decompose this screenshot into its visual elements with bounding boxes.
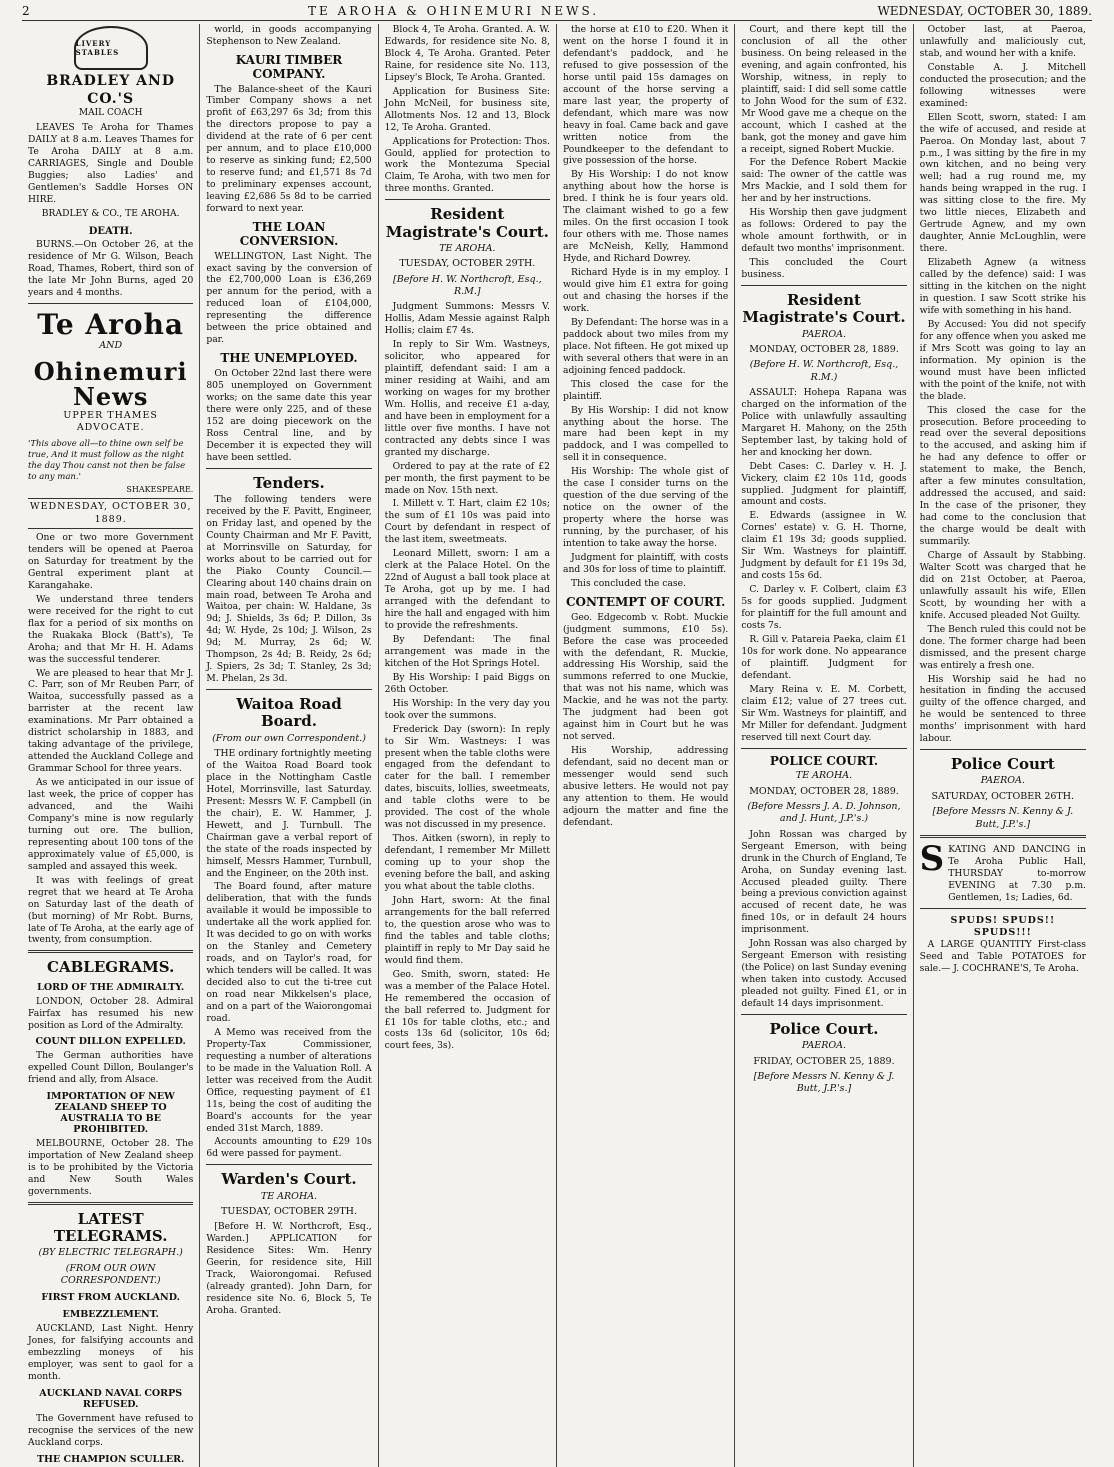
article-text: Mary Reina v. E. M. Corbett, claim £12; value of 27 trees cut. Sir Wm. Wastneys for plaintiff, and Mr Miller for defendant. Judgment reserved till next Court day.: [741, 683, 907, 743]
article-text: John Rossan was also charged by Sergeant Emerson with resisting (the Police) on last Sunday evening when taken into custody. Accused pleaded not guilty. Fined £1, or in default 14 days imprisonment.: [741, 938, 907, 1010]
cable-heading: COUNT DILLON EXPELLED.: [35, 1036, 186, 1048]
police3-before: [Before Messrs N. Kenny & J. Butt, J.P.'s.]: [932, 806, 1074, 830]
article-text: His Worship said he had no hesitation in finding the accused guilty of the offence charged, and he would be sentenced to three months' imprisonment with hard labour.: [919, 673, 1086, 745]
section-heading: AUCKLAND NAVAL CORPS REFUSED.: [39, 1387, 183, 1410]
rm2-place: PAEROA.: [801, 328, 847, 340]
police2-before: [Before Messrs N. Kenny & J. Butt, J.P.'s.]: [753, 1070, 895, 1095]
page-number: 2: [22, 4, 30, 18]
motto: 'This above all—to thine own self be true, And it must follow as the night the day Thou canst not then be false to any man.': [28, 438, 186, 482]
ad-name: BRADLEY AND CO.'S: [46, 73, 175, 108]
article-text: Ellen Scott, sworn, stated: I am the wife of accused, and reside at Paeroa. On Monday last, about 7 p.m., I was sitting by the fire in my own kitchen, and no being very well; had a rug round me, my hands being wrapped in the rug. I was sitting close to the fire. My two little nieces, Elizabeth and Gertrude Agnew, and my own daughter, Annie McLoughlin, were there.: [919, 111, 1086, 255]
police-court-heading: POLICE COURT.: [769, 753, 879, 768]
article-text: This concluded the Court business.: [741, 257, 907, 281]
article-text: This closed the case for the prosecution. Before proceeding to read over the several depositions to the accused, and asking him if he had any defence to offer or statement to make, the Bench, after a few minutes consultation, addressed the accused, and said: In the case of the prisoner, they had come to the conclusion that the charge would be dealt with summarily.: [919, 404, 1086, 548]
death-heading: DEATH.: [88, 225, 133, 237]
article-text: A Memo was received from the Property-Tax Commissioner, requesting a number of alterations to be made in the Valuation Roll. A letter was received from the Audit Office, requesting payment of £1 11s, being the cost of auditing the Board's accounts for the year ended 31st March, 1889.: [206, 1026, 372, 1134]
rm-date: TUESDAY, OCTOBER 29TH.: [399, 258, 536, 270]
issue-date: WEDNESDAY, OCTOBER 30, 1889.: [877, 4, 1092, 18]
section-heading: FIRST FROM AUCKLAND.: [41, 1292, 180, 1304]
article-text: This concluded the case.: [570, 577, 686, 589]
telegram-text: The Government have refused to recognise the services of the new Auckland corps.: [28, 1412, 194, 1448]
waitoa-heading: Waitoa Road Board.: [236, 695, 342, 731]
leader-paragraph: We are pleased to hear that Mr J. C. Parr, son of Mr Reuben Parr, of Waitoa, successfully passed as a barrister at the recent law examinations. Mr Parr obtained a district scholarship in 1883, and taking advantage of the privilege, attended the Auckland College and Grammar School for three years.: [28, 667, 194, 775]
article-text: By His Worship: I paid Biggs on 26th October.: [384, 671, 550, 695]
article-text: ASSAULT: Hohepa Rapana was charged on the information of the Police with unlawfully assaulting Margaret H. Mahony, on the 25th September last, by taking hold of her and knocking her down.: [741, 386, 907, 458]
article-text: Court, and there kept till the conclusion of all the other business. On being released in the evening, and again confronted, his Worship, witness, in reply to plaintiff, said: I did sell some cattle to John Wood for the sum of £32. Mr Wood gave me a cheque on the account, which I cashed at the bank, got the money and gave him a receipt, signed Robert Muckie.: [741, 24, 907, 155]
death-notice: BURNS.—On October 26, at the residence of Mr G. Wilson, Beach Road, Thames, Robert, third son of the late Mr John Burns, aged 20 years and 4 months.: [28, 239, 194, 298]
article-text: the horse at £10 to £20. When it went on the horse I found it in defendant's paddock, and he refused to give possession of the horse until paid 15s damages on account of the horse serving a mare last year, the property of defendant, which mare was now heavy in foal. Came back and gave written notice from the Poundkeeper to the defendant to give possession of the horse.: [562, 24, 729, 167]
article-text: The Board found, after mature deliberation, that with the funds available it would be impossible to undertake all the work applied for. It was decided to go on with works on the Stanley and Cemetery roads, and on Taylor's road, for which tenders will be called. It was decided also to cut the ti-tree cut on road near Mikkelsen's place, and on a part of the Waiorongomai road.: [206, 881, 372, 1024]
title-and: AND: [99, 340, 123, 352]
article-text: His Worship then gave judgment as follows: Ordered to pay the whole amount forthwith, or in default two months' imprisonment.: [741, 207, 907, 255]
article-text: By Accused: You did not specify for any offence when you asked me if Mrs Scott was going to lay an information. My opinion is the wound must have been inflicted with the point of the knife, not with the blade.: [919, 318, 1086, 402]
article-text: [Before H. W. Northcroft, Esq., Warden.] APPLICATION for Residence Sites: Wm. Henry Geerin, for residence site, Hill Track, Waiorongomai. Refused (already granted). John Darn, for residence site No. 6, Block 5, Te Aroha. Granted.: [206, 1221, 372, 1316]
column-6: [914, 24, 1092, 1467]
skating-text: KATING AND DANCING in Te Aroha Public Hall, THURSDAY to-morrow EVENING at 7.30 p.m. Gentlemen, 1s; Ladies, 6d.: [948, 843, 1086, 903]
latest-telegrams-heading: LATEST TELEGRAMS.: [53, 1209, 168, 1245]
article-text: His Worship: In the very day you took over the summons.: [384, 697, 550, 721]
article-text: Thos. Aitken (sworn), in reply to defendant, I remember Mr Millett coming up to your shop the evening before the ball, and asking you what about the table cloths.: [384, 833, 550, 893]
ad-sub: MAIL COACH: [78, 108, 143, 119]
article-text: Accounts amounting to £29 10s 6d were passed for payment.: [206, 1136, 372, 1160]
section-heading: EMBEZZLEMENT.: [62, 1309, 159, 1321]
tenders-heading: Tenders.: [253, 473, 325, 492]
article-text: Judgment Summons: Messrs V. Hollis, Adam Messie against Ralph Hollis; claim £7 4s.: [384, 301, 550, 337]
article-text: R. Gill v. Patareia Paeka, claim £1 10s for work done. No appearance of plaintiff. Judgment for defendant.: [741, 633, 907, 681]
article-text: The Balance-sheet of the Kauri Timber Company shows a net profit of £63,297 6s 3d; from this the directors propose to pay a dividend at the rate of 6 per cent per annum, and to place £10,000 to reserve as sinking fund; £2,500 to reserve fund; and £1,571 8s 7d to preliminary expenses account, leaving £2,686 5s 8d to be carried forward to next year.: [206, 83, 372, 215]
column-3: [379, 24, 557, 1467]
leader-paragraph: We understand three tenders were received for the right to cut flax for a period of six months on the Ruakaka Block (Batt's), Te Aroha; and that Mr H. H. Adams was the successful tenderer.: [28, 593, 194, 665]
article-text: world, in goods accompanying Stephenson to New Zealand.: [206, 24, 372, 47]
article-text: Charge of Assault by Stabbing. Walter Scott was charged that he did on 21st October, at Paeroa, unlawfully assault his wife, Ellen Scott, by wounding her with a knife. Accused pleaded Not Guilty.: [919, 549, 1086, 621]
spuds-text: A LARGE QUANTITY First-class Seed and Table POTATOES for sale.— J. COCHRANE'S, Te Aroha.: [919, 939, 1086, 975]
masthead: TE AROHA & OHINEMURI NEWS.: [308, 4, 600, 18]
title-sub: UPPER THAMES ADVOCATE.: [63, 410, 158, 434]
column-2: [200, 24, 378, 1467]
article-text: For the Defence Robert Mackie said: The owner of the cattle was Mrs Mackie, and I sold them for her and by her instructions.: [741, 157, 907, 205]
article-text: By His Worship: I did not know anything about the horse. The mare had been kept in my paddock, and I was compelled to sell it in consequence.: [562, 404, 729, 464]
column-1: [22, 24, 200, 1467]
cable-text: MELBOURNE, October 28. The importation of New Zealand sheep is to be prohibited by the Victoria and New South Wales governments.: [28, 1137, 194, 1197]
cable-heading: LORD OF THE ADMIRALTY.: [37, 981, 185, 993]
article-text: October last, at Paeroa, unlawfully and maliciously cut, stab, and wound her with a knife.: [919, 24, 1086, 59]
article-text: Debt Cases: C. Darley v. H. J. Vickery, claim £2 10s 11d, goods supplied. Judgment for plaintiff, amount and costs.: [741, 460, 907, 508]
article-text: Constable A. J. Mitchell conducted the prosecution; and the following witnesses were examined:: [919, 61, 1086, 109]
spuds-heading: SPUDS! SPUDS!! SPUDS!!!: [950, 914, 1056, 938]
article-text: Elizabeth Agnew (a witness called by the defence) said: I was sitting in the kitchen on the night in question. I saw Scott strike his wife with something in his hand.: [919, 257, 1086, 316]
section-heading: THE CHAMPION SCULLER.: [36, 1453, 185, 1465]
wardens-place: TE AROHA.: [260, 1190, 318, 1202]
leader-dateline: WEDNESDAY, OCTOBER 30, 1889.: [28, 498, 193, 529]
article-text: Geo. Edgecomb v. Robt. Muckie (judgment summons, £10 5s). Before the case was proceeded with the defendant, R. Muckie, addressing His Worship, said the summons referred to one Muckie, that was not his name, which was Mackie, and he was not the party. The judgment had been got against him in Court but he was not served.: [562, 611, 729, 743]
latest-sub: (BY ELECTRIC TELEGRAPH.): [38, 1247, 183, 1259]
police-date: MONDAY, OCTOBER 28, 1889.: [749, 785, 899, 797]
skating-ad: [919, 838, 1086, 904]
rm-court-heading: Resident Magistrate's Court.: [385, 205, 549, 241]
motto-attribution: SHAKESPEARE.: [126, 484, 194, 494]
article-text: John Hart, sworn: At the final arrangements for the ball referred to, the question arose who was to find the tables and table cloths; plaintiff in reply to Mr Day said he would find them.: [384, 894, 550, 966]
column-4: [557, 24, 735, 1467]
article-text: By His Worship: I do not know anything about how the horse is bred. I think he is four years old. The claimant wished to go a few miles. On the first occasion I took four others with me. Those names are McNeish, Kelly, Hammond Hyde, and Richard Dowrey.: [562, 169, 729, 265]
article-text: Applications for Protection: Thos. Gould, applied for protection to work the Montezuma Special Claim, Te Aroha, with two men for three months. Granted.: [384, 135, 550, 195]
cable-text: The German authorities have expelled Count Dillon, Boulanger's friend and ally, from Alsace.: [28, 1050, 194, 1086]
article-text: Ordered to pay at the rate of £2 per month, the first payment to be made on Nov. 15th next.: [384, 460, 550, 496]
leader-paragraph: It was with feelings of great regret that we heard at Te Aroha on Saturday last of the death of (but morning) of Mr Robt. Burns, late of Te Aroha, at the early age of twenty, from consumption.: [28, 874, 194, 946]
waitoa-sub: (From our own Correspondent.): [212, 732, 366, 744]
police2-place: PAEROA.: [801, 1040, 847, 1052]
rm-place: TE AROHA.: [439, 242, 496, 254]
police2-date: FRIDAY, OCTOBER 25, 1889.: [753, 1055, 895, 1067]
rm2-date: MONDAY, OCTOBER 28, 1889.: [749, 343, 899, 355]
rm2-before: (Before H. W. Northcroft, Esq., R.M.): [749, 359, 899, 383]
police-place: TE AROHA.: [795, 770, 853, 782]
article-text: His Worship: The whole gist of the case I consider turns on the question of the due serving of the notice on the owner of the property where the horse was running, by the purchaser, of his intention to take away the horse.: [562, 466, 729, 550]
police-before: (Before Messrs J. A. D. Johnson, and J. Hunt, J.P.'s.): [747, 801, 901, 825]
cablegrams-heading: CABLEGRAMS.: [47, 958, 175, 977]
rm-before: [Before H. W. Northcroft, Esq., R.M.]: [393, 273, 542, 297]
article-text: John Rossan was charged by Sergeant Emerson, with being drunk in the Church of England, Te Aroha, on Sunday evening last. Accused pleaded guilty. There being a previous conviction against accused of recent date, he was fined 10s, or in default 24 hours imprisonment.: [741, 828, 907, 936]
livery-seal-icon: LIVERY STABLES: [74, 26, 148, 70]
ad-sign: BRADLEY & CO., TE AROHA.: [41, 207, 180, 219]
article-text: Frederick Day (sworn): In reply to Sir Wm. Wastneys: I was present when the table cloths were engaged from the defendant to cater for the ball. I remember dates, biscuits, lollies, sweetmeats, and table cloths were to be provided. The cost of the whole was not discussed in my presence.: [384, 723, 550, 831]
article-text: Richard Hyde is in my employ. I would give him £1 extra for going out and chasing the horses if the work.: [562, 267, 729, 314]
latest-sub-2: (FROM OUR OWN CORRESPONDENT.): [60, 1262, 161, 1286]
article-text: In reply to Sir Wm. Wastneys, solicitor, who appeared for plaintiff, defendant said: I am a miner residing at Waihi, and am working on wages for my brother Wm. Hollis, and receive £1 a-day, and have been in employment for a little over five months. I have not contracted any debts since I was granted my discharge.: [384, 339, 550, 458]
article-text: Application for Business Site: John McNeil, for business site, Allotments Nos. 12 and 13, Block 12, Te Aroha. Granted.: [384, 85, 550, 133]
article-text: THE ordinary fortnightly meeting of the Waitoa Road Board took place in the Nottingham Castle Hotel, Morrinsville, last Saturday. Present: Messrs W. F. Campbell (in the chair), E. W. Hammer, J. Hewett, and J. Turnbull. The Chairman gave a verbal report of the state of the roads inspected by himself, Messrs Hammer, Turnbull, and the Engineer, on the 20th inst.: [206, 747, 372, 879]
article-text: By Defendant: The horse was in a paddock about two miles from my place. Not fifteen. He got mixed up with several others that were in an adjoining fenced paddock.: [562, 316, 729, 376]
drop-cap: S: [919, 838, 945, 879]
article-text: WELLINGTON, Last Night. The exact saving by the conversion of the £2,700,000 Loan is £36,269 per annum for the period, with a reduced loan of £104,000, representing the difference between the price obtained and par.: [206, 250, 372, 346]
leader-paragraph: As we anticipated in our issue of last week, the price of copper has advanced, and the Waihi Company's mine is now regularly turning out ore. The bullion, representing about 100 tons of the approximately value of £5,000, is sampled and assayed this week.: [28, 777, 194, 872]
police-court-paeroa-heading: Police Court.: [769, 1020, 879, 1038]
article-text: The Bench ruled this could not be done. The former charge had been dismissed, and the present charge was entirely a fresh one.: [919, 623, 1086, 671]
ad-body: LEAVES Te Aroha for Thames DAILY at 8 a.m. Leaves Thames for Te Aroha DAILY at 8 a.m. CARRIAGES, Single and Double Buggies; also Ladies' and Gentlemen's Saddle Horses ON HIRE.: [28, 122, 194, 205]
article-text: His Worship, addressing defendant, said no decent man or messenger would send such abusive letters. He would not pay any attention to them. He would adjourn the matter and fine the defendant.: [562, 745, 729, 828]
article-text: Judgment for plaintiff, with costs and 30s for loss of time to plaintiff.: [562, 551, 729, 575]
running-head: [22, 2, 1092, 21]
article-text: Geo. Smith, sworn, stated: He was a member of the Palace Hotel. He remembered the occasion of the ball referred to. Judgment for £1 10s for table cloths, etc.; and costs 13s 6d (solicitor, 10s 6d; court fees, 3s).: [384, 968, 550, 1052]
article-text: This closed the case for the plaintiff.: [562, 378, 729, 402]
cable-heading: IMPORTATION OF NEW ZEALAND SHEEP TO AUSTRALIA TO BE PROHIBITED.: [46, 1091, 175, 1135]
contempt-heading: CONTEMPT OF COURT.: [565, 594, 726, 609]
unemployed-heading: THE UNEMPLOYED.: [220, 351, 358, 366]
article-text: C. Darley v. F. Colbert, claim £3 5s for goods supplied. Judgment for plaintiff for the full amount and costs 7s.: [741, 584, 907, 631]
column-5: [735, 24, 913, 1467]
kauri-heading: KAURI TIMBER COMPANY.: [235, 52, 343, 81]
article-text: E. Edwards (assignee in W. Cornes' estate) v. G. H. Thorne, claim £1 19s 3d; goods supplied. Sir Wm. Wastneys for plaintiff. Judgment by default for £1 19s 3d, and costs 15s 6d.: [741, 510, 907, 582]
police-court-saturday-heading: Police Court: [950, 755, 1055, 774]
title-line-1: Te Aroha: [37, 307, 185, 341]
columns: [22, 24, 1092, 1465]
wardens-date: TUESDAY, OCTOBER 29TH.: [221, 1205, 357, 1217]
article-text: Block 4, Te Aroha. Granted. A. W. Edwards, for residence site No. 8, Block 4, Te Aroha. Granted. Peter Raine, for residence site No. 113, Lipsey's Block, Te Aroha. Granted.: [384, 24, 550, 83]
police3-place: PAEROA.: [980, 775, 1025, 787]
police3-date: SATURDAY, OCTOBER 26TH.: [931, 790, 1075, 802]
leader-paragraph: One or two more Government tenders will be opened at Paeroa on Saturday for treatment by the Gentral experiment plant at Karangahake.: [28, 532, 194, 591]
loan-heading: THE LOAN CONVERSION.: [239, 219, 339, 248]
title-line-2: Ohinemuri News: [33, 356, 188, 411]
wardens-heading: Warden's Court.: [221, 1170, 357, 1189]
article-text: By Defendant: The final arrangement was made in the kitchen of the Hot Springs Hotel.: [384, 633, 550, 669]
article-text: I. Millett v. T. Hart, claim £2 10s; the sum of £1 10s was paid into Court by defendant in respect of the last item, sweetmeats.: [384, 498, 550, 546]
article-text: The following tenders were received by the F. Pavitt, Engineer, on Friday last, and opened by the County Chairman and Mr F. Pavitt, at Morrinsville on Saturday, for works about to be carried out for the Piako County Council.—Clearing about 140 chains drain on main road, between Te Aroha and Waitoa, per chain: W. Haldane, 3s 9d; J. Shields, 3s 6d; P. Dillon, 3s 4d; W. Hyde, 2s 10d; J. Wilson, 2s 9d; M. Murray, 2s 6d; W. Thompson, 2s 4d; B. Reidy, 2s 6d; J. Spiers, 2s 3d; T. Stanley, 2s 3d; M. Phelan, 2s 3d.: [206, 493, 372, 685]
rm-court-paeroa-heading: Resident Magistrate's Court.: [742, 291, 906, 327]
article-text: On October 22nd last there were 805 unemployed on Government works; on the same date this year there were only 225, and of these 152 are doing piecework on the Ross Central line, and by December it is expected they will have been settled.: [206, 368, 372, 463]
article-text: Leonard Millett, sworn: I am a clerk at the Palace Hotel. On the 22nd of August a ball took place at Te Aroha, got up by me. I had arranged with the defendant to hire the hall and engaged with him to provide the refreshments.: [384, 548, 550, 631]
telegram-text: AUCKLAND, Last Night. Henry Jones, for falsifying accounts and embezzling moneys of his employer, was sent to gaol for a month.: [28, 1323, 194, 1382]
cable-text: LONDON, October 28. Admiral Fairfax has resumed his new position as Lord of the Admiralty.: [28, 995, 194, 1031]
